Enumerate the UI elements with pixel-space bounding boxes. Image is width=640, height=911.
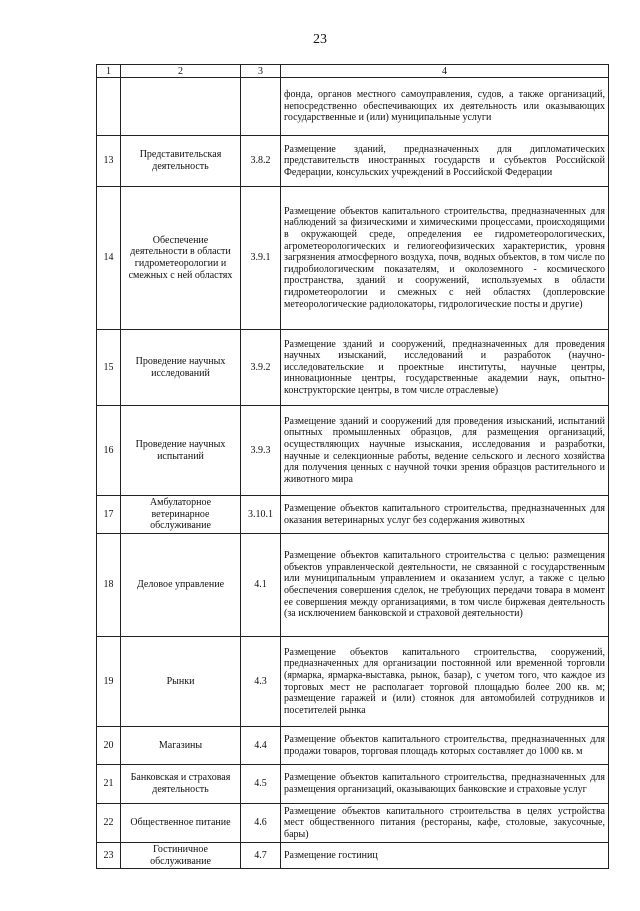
row-code: 3.9.1 xyxy=(241,187,281,330)
row-code: 4.6 xyxy=(241,804,281,843)
row-code: 4.4 xyxy=(241,727,281,765)
row-code: 4.7 xyxy=(241,843,281,869)
row-description: Размещение объектов капитального строительства, сооружений, предназначенных для организации постоянной или временной торговли (ярмарка, ярмарка-выставка, рынок, базар), с учетом того, что каждое из торговых мест не располагает торговой площадью более 200 кв. м; размещение гаражей и (или) стоянок для автомобилей сотрудников и посетителей рынка xyxy=(281,637,609,727)
row-code: 4.5 xyxy=(241,765,281,804)
table-row xyxy=(97,496,609,534)
row-number: 16 xyxy=(97,406,121,496)
table-row xyxy=(97,534,609,637)
header-cell: 3 xyxy=(241,65,281,78)
table-row xyxy=(97,727,609,765)
table-row xyxy=(97,843,609,869)
row-name: Магазины xyxy=(121,727,241,765)
row-description: Размещение объектов капитального строительства, предназначенных для оказания ветеринарных услуг без содержания животных xyxy=(281,496,609,534)
row-name: Проведение научных исследований xyxy=(121,330,241,406)
row-number: 22 xyxy=(97,804,121,843)
row-description: Размещение гостиниц xyxy=(281,843,609,869)
row-description: Размещение объектов капитального строительства с целью: размещения объектов управленческой деятельности, не связанной с государственным или муниципальным управлением и оказанием услуг, а также с целью обеспечения совершения сделок, не требующих передачи товара в момент ее совершения между организациями, в том числе биржевая деятельность (за исключением банковской и страховой деятельности) xyxy=(281,534,609,637)
row-description: Размещение зданий, предназначенных для дипломатических представительств иностранных государств и субъектов Российской Федерации, консульских учреждений в Российской Федерации xyxy=(281,136,609,187)
row-description: Размещение объектов капитального строительства, предназначенных для продажи товаров, торговая площадь которых составляет до 1000 кв. м xyxy=(281,727,609,765)
row-description: Размещение объектов капитального строительства, предназначенных для наблюдений за физическими и химическими процессами, происходящими в окружающей среде, определения ее гидрометеорологических, агрометеорологических и гелиогеофизических характеристик, уровня загрязнения атмосферного воздуха, почв, водных объектов, в том числе по гидробиологическим показателям, и околоземного - космического пространства, зданий и сооружений, используемых в области гидрометеорологии и смежных с ней областях (доплеровские метеорологические радиолокаторы, гидрологические посты и другие) xyxy=(281,187,609,330)
row-name xyxy=(121,78,241,136)
row-number: 17 xyxy=(97,496,121,534)
row-name: Проведение научных испытаний xyxy=(121,406,241,496)
row-number xyxy=(97,78,121,136)
row-code xyxy=(241,78,281,136)
row-number: 14 xyxy=(97,187,121,330)
row-description: Размещение объектов капитального строительства в целях устройства мест общественного питания (рестораны, кафе, столовые, закусочные, бары) xyxy=(281,804,609,843)
table-row xyxy=(97,78,609,136)
row-code: 3.9.3 xyxy=(241,406,281,496)
table-row xyxy=(97,330,609,406)
row-code: 4.1 xyxy=(241,534,281,637)
table-row xyxy=(97,187,609,330)
land-use-table xyxy=(96,64,609,869)
row-name: Гостиничное обслуживание xyxy=(121,843,241,869)
table-row xyxy=(97,406,609,496)
row-code: 4.3 xyxy=(241,637,281,727)
header-cell: 1 xyxy=(97,65,121,78)
row-name: Амбулаторное ветеринарное обслуживание xyxy=(121,496,241,534)
row-name: Деловое управление xyxy=(121,534,241,637)
row-description: Размещение зданий и сооружений, предназначенных для проведения научных изысканий, исследований и разработок (научно-исследовательские и проектные институты, научные центры, инновационные центры, государственные академии наук, опытно-конструкторские центры, в том числе отраслевые) xyxy=(281,330,609,406)
row-number: 19 xyxy=(97,637,121,727)
row-name: Рынки xyxy=(121,637,241,727)
row-code: 3.8.2 xyxy=(241,136,281,187)
row-number: 21 xyxy=(97,765,121,804)
table-row xyxy=(97,637,609,727)
row-code: 3.10.1 xyxy=(241,496,281,534)
table-row xyxy=(97,804,609,843)
row-description: Размещение зданий и сооружений для проведения изысканий, испытаний опытных промышленных образцов, для размещения организаций, осуществляющих научные изыскания, исследования и разработки, научные и селекционные работы, ведение сельского и лесного хозяйства для получения ценных с научной точки зрения образцов растительного и животного мира xyxy=(281,406,609,496)
header-cell: 4 xyxy=(281,65,609,78)
table-row xyxy=(97,765,609,804)
page-number: 23 xyxy=(313,32,327,47)
row-number: 13 xyxy=(97,136,121,187)
table-header-row xyxy=(97,65,609,78)
table-row xyxy=(97,136,609,187)
row-name: Общественное питание xyxy=(121,804,241,843)
row-description: Размещение объектов капитального строительства, предназначенных для размещения организаций, оказывающих банковские и страховые услуг xyxy=(281,765,609,804)
row-number: 18 xyxy=(97,534,121,637)
row-number: 20 xyxy=(97,727,121,765)
row-name: Обеспечение деятельности в области гидрометеорологии и смежных с ней областях xyxy=(121,187,241,330)
row-code: 3.9.2 xyxy=(241,330,281,406)
row-description: фонда, органов местного самоуправления, судов, а также организаций, непосредственно обеспечивающих их деятельность или оказывающих государственные и (или) муниципальные услуги xyxy=(281,78,609,136)
row-name: Представительская деятельность xyxy=(121,136,241,187)
row-name: Банковская и страховая деятельность xyxy=(121,765,241,804)
row-number: 15 xyxy=(97,330,121,406)
row-number: 23 xyxy=(97,843,121,869)
header-cell: 2 xyxy=(121,65,241,78)
